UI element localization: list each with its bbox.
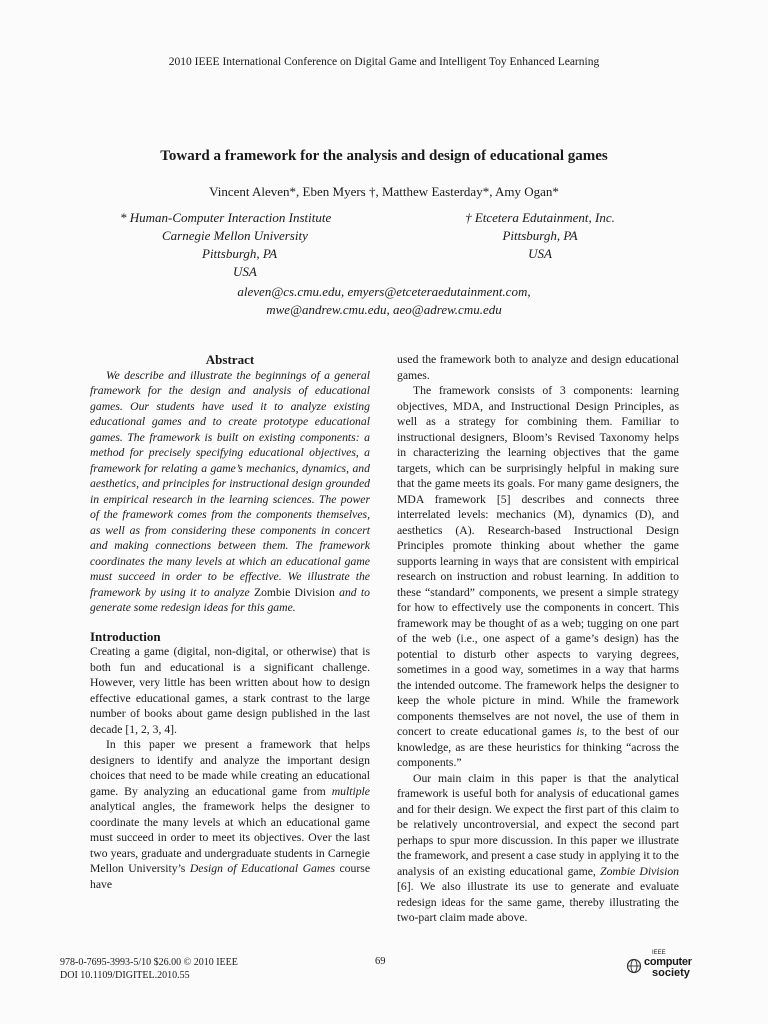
text-run: course have: [90, 862, 371, 891]
affiliation-right: [420, 209, 660, 263]
right-column: [397, 352, 679, 926]
text-run: The framework consists of 3 components: learning objectives, MDA, and Instructional Design Principles, as well as a strategy for combining them. Familiar to instructional designers, Bloom’s Revised Taxonomy helps in characterizing the learning objectives that the game targets, which can be surprisingly helpful in making sure that the game meets its goals. For many game designers, the MDA framework [5] describes and connects three interrelated levels: mechanics (M), dynamics (D), and aesthetics (A). Research-based Instructional Design Principles promote thinking about whether the game supports learning in ways that are consistent with empirical research on instruction and robust learning. In addition to these “standard” components, we present a simple strategy for how to effectively use the components in concert. This framework may be thought of as a web; tugging on one part of the web (i.e., one aspect of a game’s design) has the potential to disturb other aspects to varying degrees, sometimes in a good way, sometimes in a way that harms the intended outcome. The framework helps the designer to keep the whole picture in mind. While the framework components themselves are not novel, the use of them in concert to create educational games: [397, 384, 679, 738]
footer-info: [60, 956, 238, 982]
abstract-text-part: and to generate some redesign ideas for this game.: [90, 585, 371, 614]
affiliation-line: * Human-Computer Interaction Institute: [120, 210, 332, 225]
intro-paragraph-1: Creating a game (digital, non-digital, or otherwise) that is both fun and educational is a significant challenge. However, very little has been written about how to design effective educational games, a stark contrast to the large number of books about game design published in the last decade [1, 2, 3, 4].: [90, 645, 370, 736]
right-paragraph-2: [397, 771, 679, 926]
logo-ieee-text: IEEE: [652, 950, 666, 956]
logo-society-text: society: [652, 967, 690, 979]
conference-header: 2010 IEEE International Conference on Digital Game and Intelligent Toy Enhanced Learning: [168, 56, 600, 68]
text-run: Our main claim in this paper is that the analytical framework is useful both for analysis of educational games and for their design. We expect the first part of this claim to be relatively uncontroversial, and expect the second part perhaps to spur more discussion. In this paper we illustrate the framework, and present a case study in applying it to the analysis of an existing educational game,: [397, 771, 679, 878]
emphasis: is,: [576, 725, 588, 738]
affiliation-line: † Etcetera Edutainment, Inc.: [465, 210, 615, 225]
isbn-line: 978-0-7695-3993-5/10 $26.00 © 2010 IEEE: [60, 957, 238, 968]
game-title: Zombie Division: [600, 864, 680, 878]
abstract-text: [90, 368, 370, 616]
text-run: to the best of our knowledge, as are these heuristics for thinking “across the components.”: [397, 725, 680, 769]
affiliation-left: [120, 209, 380, 281]
intro-paragraph-2: [90, 737, 370, 892]
computer-society-logo: [626, 950, 696, 982]
email-line: mwe@andrew.cmu.edu, aeo@adrew.cmu.edu: [266, 302, 502, 317]
affiliation-line: USA: [233, 264, 257, 279]
affiliation-line: Carnegie Mellon University: [162, 228, 308, 243]
email-line: aleven@cs.cmu.edu, emyers@etceteraedutainment.com,: [237, 284, 531, 299]
text-run: [6]. We also illustrate its use to generate and evaluate redesign ideas for the same game, thereby illustrating the two-part claim made above.: [397, 880, 679, 924]
affiliation-line: Pittsburgh, PA: [502, 228, 578, 243]
affiliation-line: Pittsburgh, PA: [202, 246, 278, 261]
left-column: [90, 352, 370, 892]
page-number: 69: [375, 956, 386, 967]
emphasis: multiple: [331, 784, 370, 798]
affiliation-line: USA: [528, 246, 552, 261]
introduction-heading: Introduction: [90, 628, 161, 644]
abstract-text-part: We describe and illustrate the beginnings of a general framework for the design and analysis of educational games. Our students have used it to analyze existing educational games and to create prototype educational games. The framework is built on existing components: a method for precisely specifying educational objectives, a framework for relating a game’s mechanics, dynamics, and aesthetics, and principles for instructional design grounded in empirical research in the learning sciences. The power of the framework comes from the components themselves, as well as from considering these components in concert and making connections between them. The framework coordinates the many levels at which an educational game must succeed in order to be effective. We illustrate the framework by using it to analyze: [90, 368, 370, 599]
right-paragraph-1: [397, 383, 679, 771]
course-title: Design of Educational Games: [189, 862, 336, 875]
globe-icon: [626, 958, 642, 974]
author-list: Vincent Aleven*, Eben Myers †, Matthew Easterday*, Amy Ogan*: [209, 184, 559, 199]
game-title: Zombie Division: [253, 585, 335, 599]
abstract-heading: Abstract: [205, 352, 255, 367]
author-emails: [0, 283, 768, 319]
doi-line: DOI 10.1109/DIGITEL.2010.55: [60, 970, 190, 981]
logo-computer-text: computer: [644, 956, 692, 968]
text-run: analytical angles, the framework helps the designer to coordinate the many levels at which an educational game must succeed in order to meet its objectives. Over the last two years, graduate and undergraduate students in Carnegie Mellon University’s: [90, 800, 370, 875]
right-paragraph-0: used the framework both to analyze and design educational games.: [397, 353, 679, 382]
paper-title: Toward a framework for the analysis and design of educational games: [160, 148, 608, 164]
text-run: In this paper we present a framework that helps designers to identify and analyze the important design choices that need to be made while creating an educational game. By analyzing an educational game from: [90, 738, 370, 798]
